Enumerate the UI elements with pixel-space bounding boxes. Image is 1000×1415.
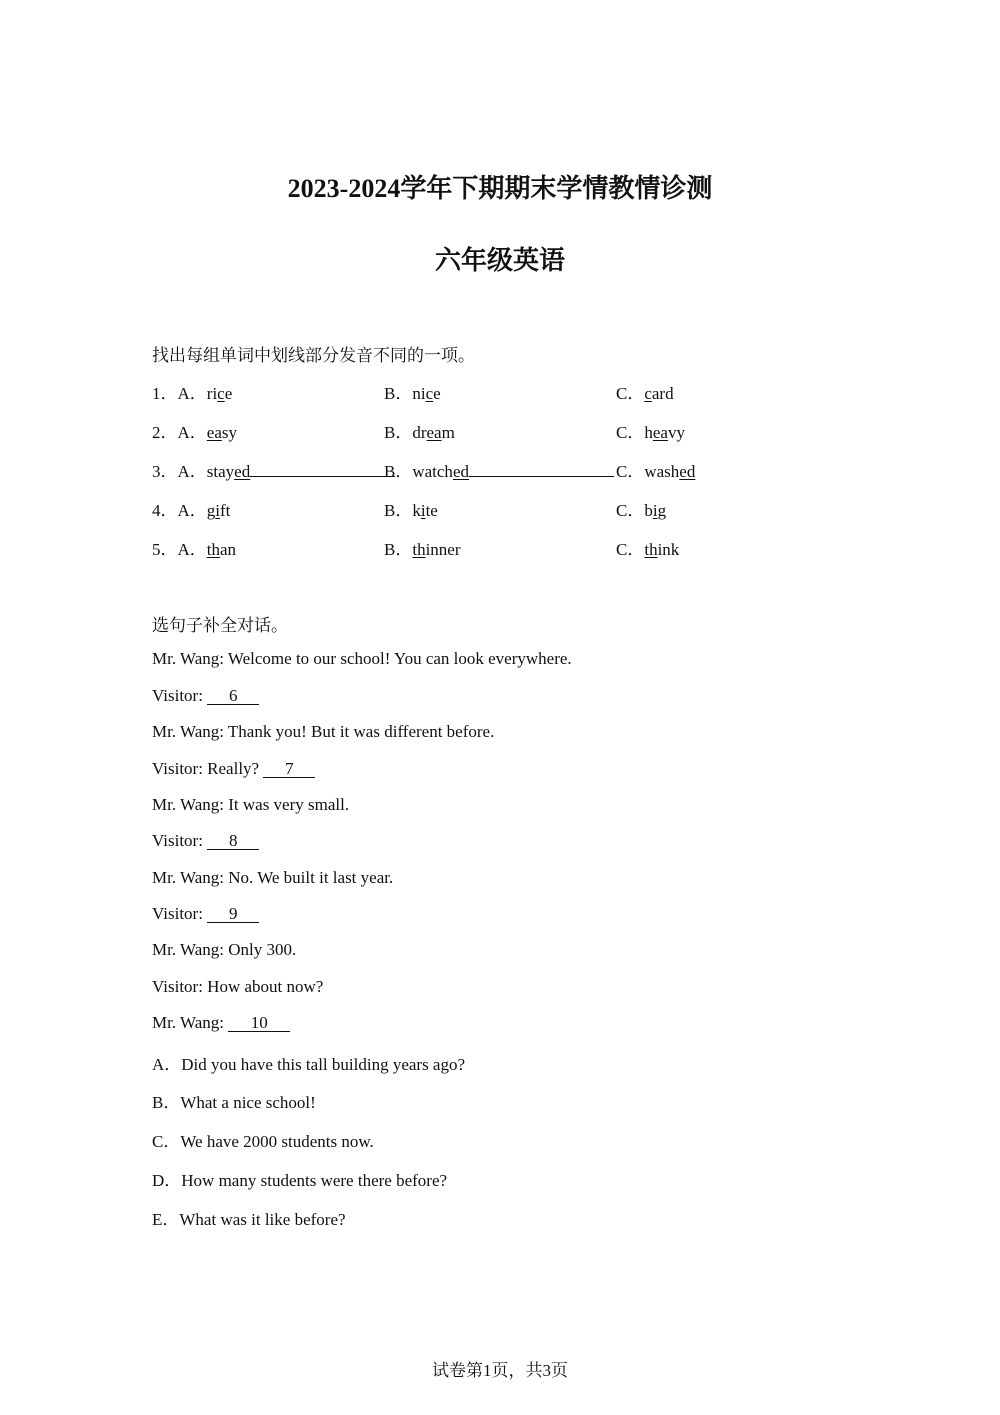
underlined-part: i [652, 501, 658, 520]
dialogue-text: Mr. Wang: Only 300. [152, 940, 297, 959]
underlined-part: th [644, 540, 658, 559]
underlined-part: ea [652, 423, 668, 442]
option-b [384, 379, 441, 404]
option-b [384, 496, 438, 521]
document-title: 2023-2024学年下期期末学情教情诊测 [287, 174, 713, 203]
dialogue-text: Mr. Wang: Welcome to our school! You can look everywhere. [152, 649, 572, 668]
question-number: 4． [152, 501, 178, 520]
word-part: ft [220, 501, 231, 520]
word-part: wash [644, 462, 680, 481]
answer-option: E．What was it like before? [152, 1210, 346, 1229]
option-a [152, 496, 230, 521]
dialogue-line [152, 940, 296, 960]
option-label: C． [616, 540, 645, 559]
option-c [616, 496, 666, 521]
option-label: B． [384, 384, 413, 403]
underlined-part: i [420, 501, 426, 520]
answer-option: B．What a nice school! [152, 1093, 316, 1112]
option-label: A． [177, 423, 207, 442]
underlined-part: ed [679, 462, 696, 481]
option-c [616, 457, 695, 482]
underlined-part: c [425, 384, 434, 403]
answer-blank: 10 [228, 1014, 290, 1032]
option-c [616, 418, 685, 443]
option-label: C． [616, 501, 645, 520]
dialogue-text: Mr. Wang: It was very small. [152, 795, 350, 814]
dialogue-line [152, 977, 323, 997]
option-label: A． [177, 501, 207, 520]
word-part: vy [667, 423, 685, 442]
option-label: C． [616, 423, 645, 442]
word-part: stay [206, 462, 235, 481]
section2-instruction: 选句子补全对话。 [152, 616, 288, 636]
option-label: A． [177, 462, 207, 481]
word-part: g [206, 501, 216, 520]
dialogue-line [152, 795, 349, 815]
option-c [616, 535, 679, 560]
dialogue-line [152, 649, 572, 669]
dialogue-line [152, 759, 315, 779]
underlined-part: th [412, 540, 426, 559]
word-part: watch [412, 462, 453, 481]
dialogue-line [152, 904, 259, 924]
word-part: inner [425, 540, 461, 559]
option-b [384, 457, 614, 482]
option-label: B． [384, 462, 413, 481]
underlined-part: th [206, 540, 221, 559]
word-part: ni [412, 384, 426, 403]
section1-instruction: 找出每组单词中划线部分发音不同的一项。 [152, 346, 475, 366]
word-part: e [224, 384, 233, 403]
option-label: B． [384, 501, 413, 520]
fill-line [469, 461, 614, 477]
underlined-part: ed [234, 462, 251, 481]
option-label: C． [616, 462, 645, 481]
dialogue-text: Visitor: [152, 904, 208, 923]
document-subtitle: 六年级英语 [434, 246, 565, 275]
option-b [384, 535, 461, 560]
option-label: A． [177, 384, 207, 403]
dialogue-text: Mr. Wang: [152, 1013, 229, 1032]
word-part: e [433, 384, 441, 403]
dialogue-text: Visitor: Really? [152, 759, 264, 778]
answer-blank: 6 [207, 687, 259, 705]
option-label: A． [177, 540, 207, 559]
underlined-part: c [217, 384, 225, 403]
dialogue-line [152, 722, 494, 742]
dialogue-line [152, 686, 259, 706]
question-number: 5． [152, 540, 178, 559]
option-label: B． [384, 540, 413, 559]
answer-blank: 7 [263, 760, 315, 778]
page-footer: 试卷第1页，共3页 [432, 1361, 568, 1380]
option-a [152, 379, 232, 404]
option-c [616, 379, 674, 404]
underlined-part: ed [452, 462, 469, 481]
answer-option: A．Did you have this tall building years ago? [152, 1055, 466, 1074]
word-part: dr [412, 423, 427, 442]
word-part: m [441, 423, 455, 442]
word-part: k [412, 501, 421, 520]
dialogue-text: Visitor: [152, 831, 208, 850]
underlined-part: ea [206, 423, 222, 442]
word-part: sy [221, 423, 237, 442]
answer-blank: 8 [207, 832, 259, 850]
option-b [384, 418, 455, 443]
dialogue-line [152, 1013, 290, 1033]
word-part: ard [651, 384, 674, 403]
option-label: B． [384, 423, 413, 442]
dialogue-text: Mr. Wang: No. We built it last year. [152, 868, 394, 887]
underlined-part: i [215, 501, 221, 520]
fill-line [250, 461, 395, 477]
question-number: 3． [152, 462, 178, 481]
answer-blank: 9 [207, 905, 259, 923]
question-number: 1． [152, 384, 178, 403]
dialogue-text: Mr. Wang: Thank you! But it was different before. [152, 722, 495, 741]
option-a [152, 535, 236, 560]
question-number: 2． [152, 423, 178, 442]
word-part: b [644, 501, 653, 520]
word-part: ink [657, 540, 680, 559]
answer-option: D．How many students were there before? [152, 1171, 448, 1190]
word-part: ri [206, 384, 218, 403]
underlined-part: ea [426, 423, 442, 442]
option-label: C． [616, 384, 645, 403]
word-part: te [425, 501, 438, 520]
option-a [152, 457, 395, 482]
word-part: an [220, 540, 237, 559]
option-a [152, 418, 237, 443]
underlined-part: c [644, 384, 652, 403]
answer-option: C．We have 2000 students now. [152, 1132, 374, 1151]
dialogue-text: Visitor: How about now? [152, 977, 324, 996]
word-part: g [657, 501, 667, 520]
dialogue-line [152, 868, 393, 888]
dialogue-text: Visitor: [152, 686, 208, 705]
dialogue-line [152, 831, 259, 851]
word-part: h [644, 423, 653, 442]
